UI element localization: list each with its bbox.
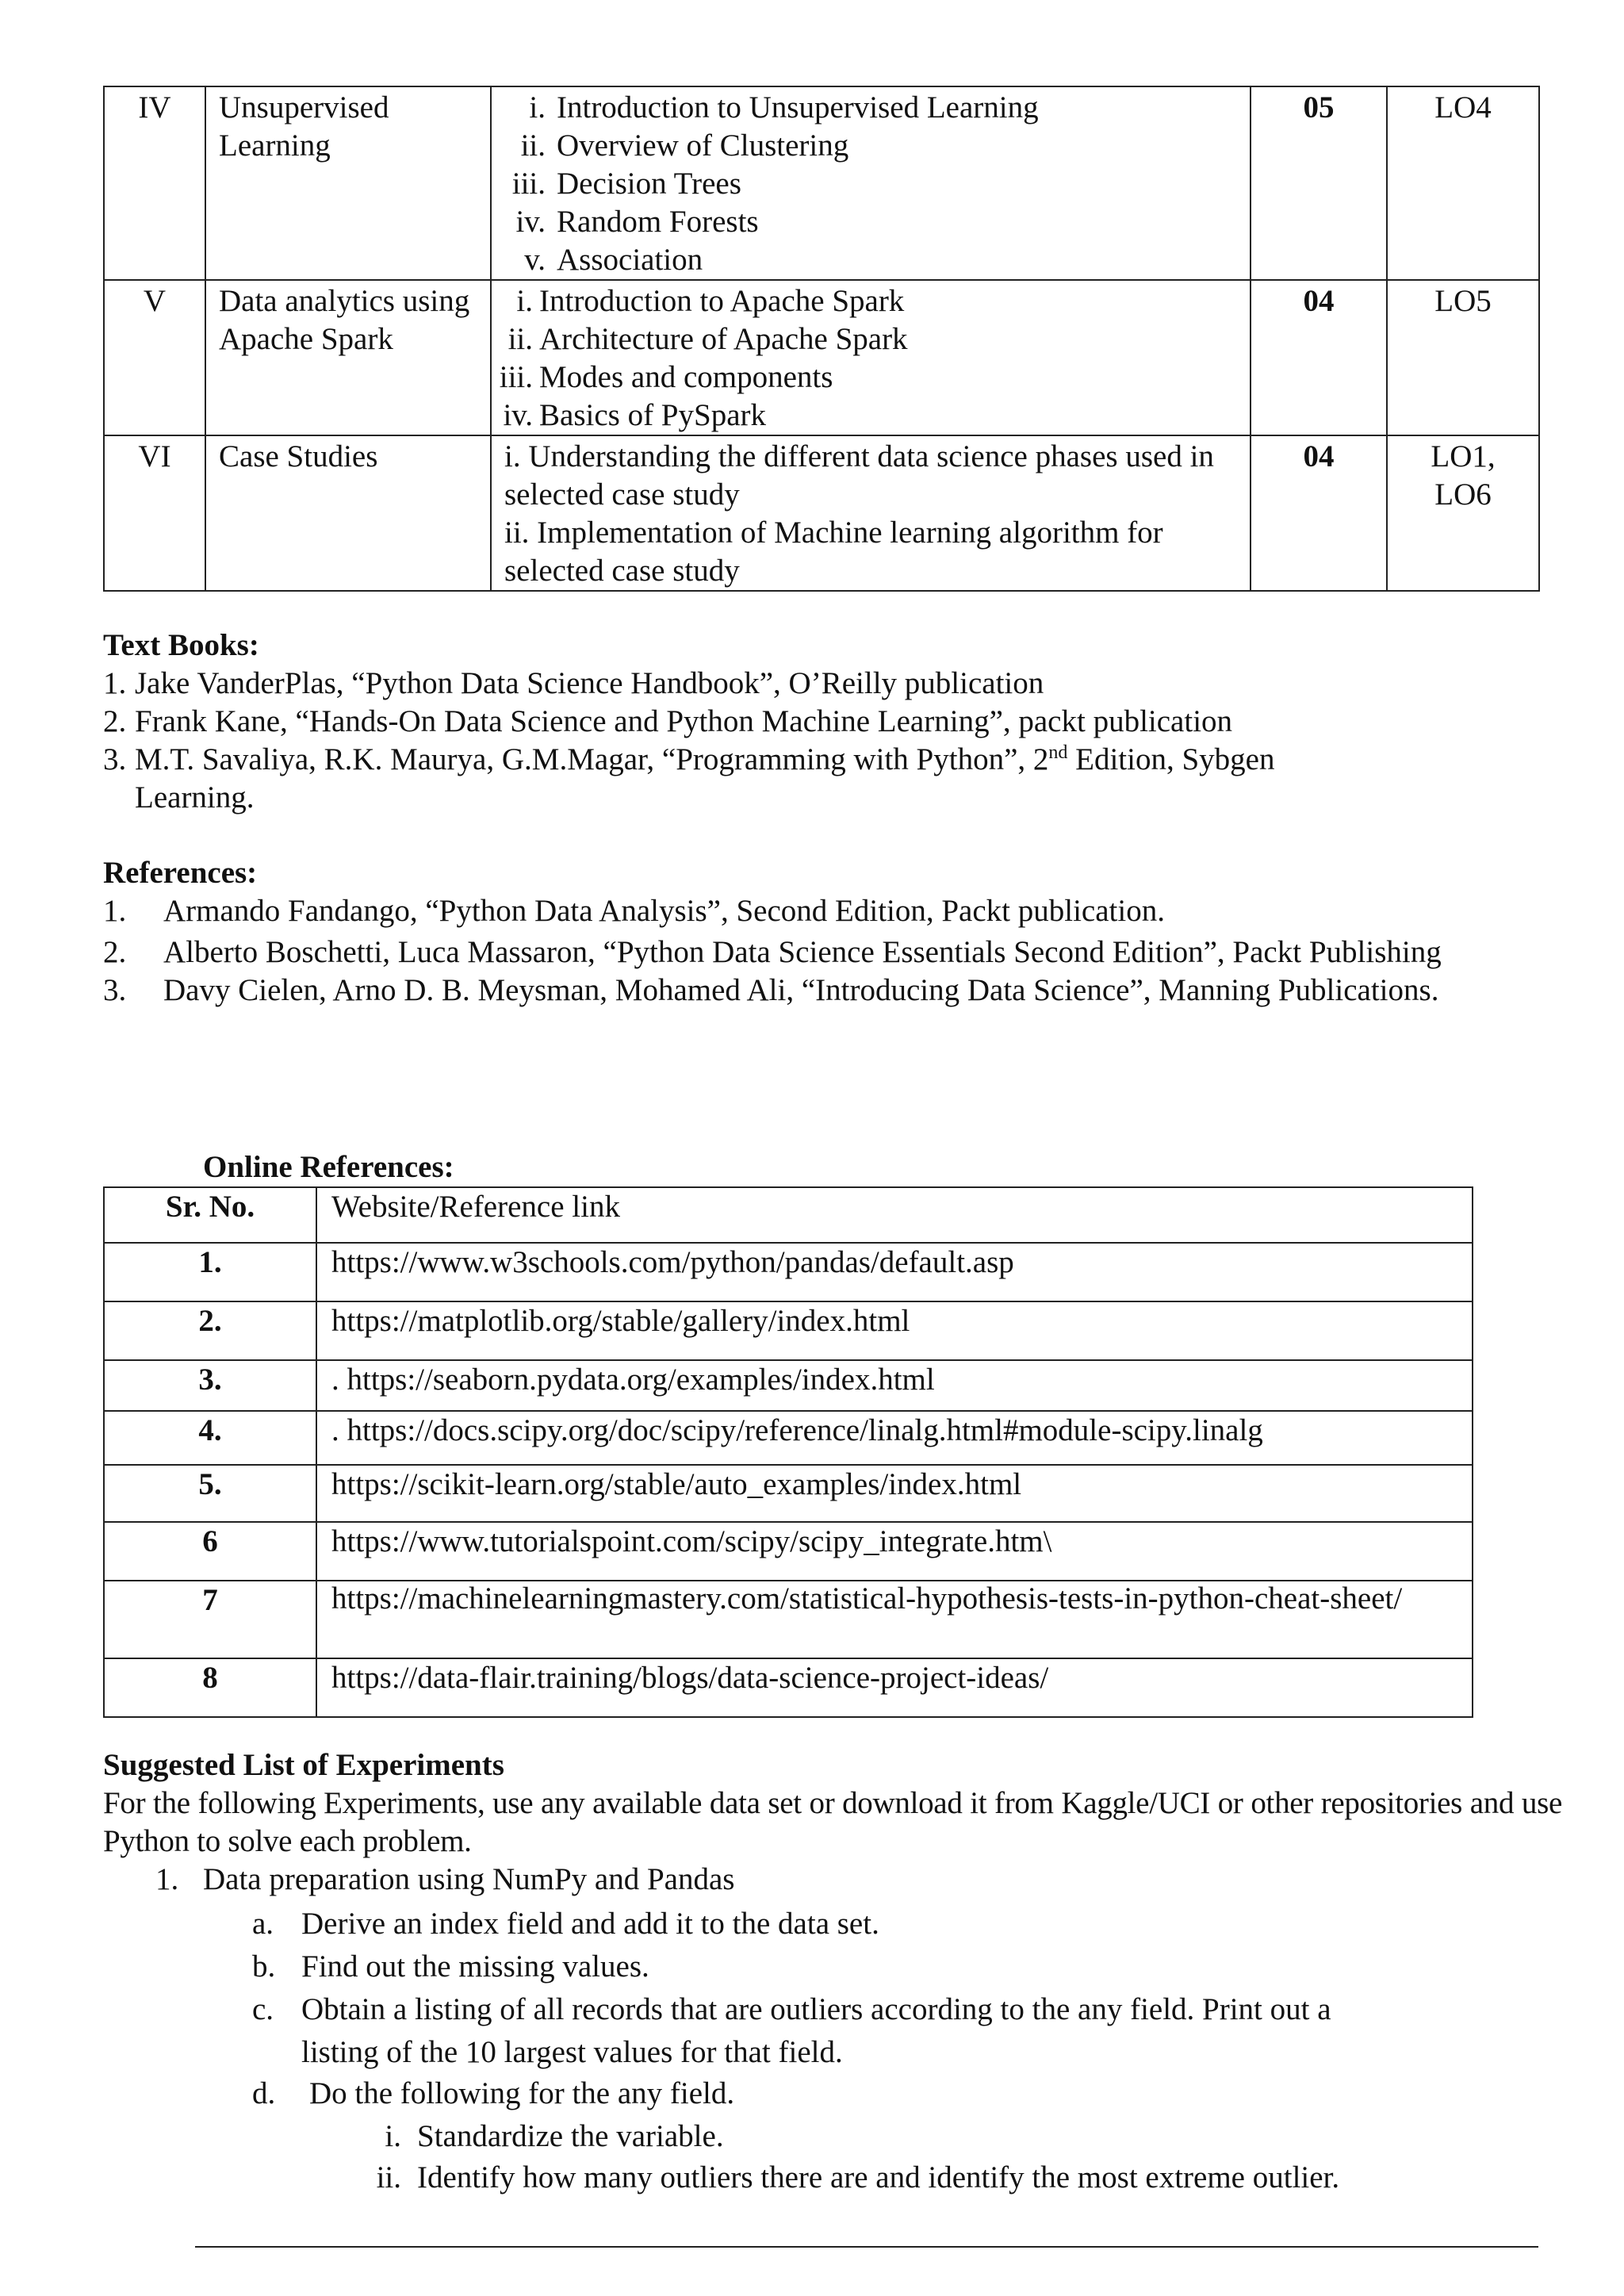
reference-link[interactable]: https://www.tutorialspoint.com/scipy/scipy_integrate.htm\ xyxy=(316,1522,1473,1581)
experiment-subitem: d. Do the following for the any field. xyxy=(252,2076,735,2110)
experiment-subitem-continuation: listing of the 10 largest values for that field. xyxy=(301,2035,843,2069)
reference-link[interactable]: . https://seaborn.pydata.org/examples/index.html xyxy=(316,1360,1473,1411)
text-book-item: 3. M.T. Savaliya, R.K. Maurya, G.M.Magar, “Programming with Python”, 2nd Edition, Sybgen Learning. xyxy=(103,742,1275,815)
table-row xyxy=(104,1411,1473,1465)
module-title: Data analytics using Apache Spark xyxy=(205,280,491,435)
topic-paragraph: i. Understanding the different data science phases used in selected case study xyxy=(504,439,1214,512)
text-books-list xyxy=(103,665,1562,817)
experiments-section xyxy=(103,1746,1578,1861)
topic-paragraph: ii. Implementation of Machine learning algorithm for selected case study xyxy=(504,516,1163,588)
topic-list xyxy=(492,282,1237,435)
reference-item: 1. Armando Fandango, “Python Data Analysis”, Second Edition, Packt publication. xyxy=(103,894,1165,928)
reference-link[interactable]: https://machinelearningmastery.com/statistical-hypothesis-tests-in-python-cheat-sheet/ xyxy=(316,1581,1473,1658)
reference-item: 2. Alberto Boschetti, Luca Massaron, “Python Data Science Essentials Second Edition”, Packt Publishing xyxy=(103,935,1442,969)
text-book-item: 1. Jake VanderPlas, “Python Data Science Handbook”, O’Reilly publication xyxy=(103,666,1044,700)
topic-item: ii. Overview of Clustering xyxy=(520,128,849,163)
experiment-subsubitem: i. Standardize the variable. xyxy=(385,2119,724,2153)
topic-item: v. Association xyxy=(524,243,703,277)
table-row xyxy=(104,1301,1473,1360)
table-row xyxy=(104,1243,1473,1301)
module-number: VI xyxy=(104,435,205,591)
text-books-heading: Text Books: xyxy=(103,628,259,662)
reference-link[interactable]: https://www.w3schools.com/python/pandas/default.asp xyxy=(316,1243,1473,1301)
module-row-iv xyxy=(104,86,1539,280)
topic-item: ii. Architecture of Apache Spark xyxy=(508,322,908,356)
online-references-header-row xyxy=(104,1187,1473,1243)
module-title: Case Studies xyxy=(205,435,491,591)
module-hours: 05 xyxy=(1251,86,1387,280)
topic-list xyxy=(492,89,1237,279)
topic-item: iii. Modes and components xyxy=(499,360,833,394)
text-books-section xyxy=(103,627,1562,817)
sr-number: 4. xyxy=(104,1411,316,1465)
references-heading: References: xyxy=(103,856,258,890)
module-hours: 04 xyxy=(1251,280,1387,435)
module-title: Unsupervised Learning xyxy=(205,86,491,280)
topic-item: iii. Decision Trees xyxy=(511,167,741,201)
experiments-heading: Suggested List of Experiments xyxy=(103,1748,504,1782)
module-learning-outcome: LO4 xyxy=(1387,86,1539,280)
column-header-sr-no: Sr. No. xyxy=(104,1187,316,1243)
sr-number: 2. xyxy=(104,1301,316,1360)
references-section xyxy=(103,854,1578,1010)
topic-item: i. Introduction to Unsupervised Learning xyxy=(529,90,1039,125)
topic-item: i. Introduction to Apache Spark xyxy=(516,284,905,318)
sr-number: 8 xyxy=(104,1658,316,1717)
module-topics xyxy=(491,280,1251,435)
module-row-vi xyxy=(104,435,1539,591)
sr-number: 3. xyxy=(104,1360,316,1411)
references-list xyxy=(103,892,1578,1010)
sr-number: 6 xyxy=(104,1522,316,1581)
footer-rule xyxy=(195,2246,1538,2248)
sr-number: 7 xyxy=(104,1581,316,1658)
module-hours: 04 xyxy=(1251,435,1387,591)
syllabus-modules-table xyxy=(103,86,1540,592)
text-book-item: 2. Frank Kane, “Hands-On Data Science and Python Machine Learning”, packt publication xyxy=(103,704,1233,738)
module-topics xyxy=(491,86,1251,280)
module-topics xyxy=(491,435,1251,591)
reference-item: 3. Davy Cielen, Arno D. B. Meysman, Mohamed Ali, “Introducing Data Science”, Manning Publications. xyxy=(103,973,1439,1007)
table-row xyxy=(104,1360,1473,1411)
experiments-intro: For the following Experiments, use any available data set or download it from Kaggle/UCI or other repositories and use Python to solve each problem. xyxy=(103,1786,1562,1858)
module-number: V xyxy=(104,280,205,435)
sr-number: 5. xyxy=(104,1465,316,1522)
module-learning-outcome: LO5 xyxy=(1387,280,1539,435)
table-row xyxy=(104,1522,1473,1581)
reference-link[interactable]: . https://docs.scipy.org/doc/scipy/reference/linalg.html#module-scipy.linalg xyxy=(316,1411,1473,1465)
online-references-heading: Online References: xyxy=(203,1150,454,1184)
sr-number: 1. xyxy=(104,1243,316,1301)
module-learning-outcome: LO1, LO6 xyxy=(1387,435,1539,591)
experiment-subitem: b. Find out the missing values. xyxy=(252,1949,649,1984)
experiment-subsubitem: ii. Identify how many outliers there are and identify the most extreme outlier. xyxy=(376,2160,1340,2194)
topic-item: iv. Random Forests xyxy=(515,205,759,239)
module-number: IV xyxy=(104,86,205,280)
reference-link[interactable]: https://data-flair.training/blogs/data-science-project-ideas/ xyxy=(316,1658,1473,1717)
experiment-subitem: a. Derive an index field and add it to the data set. xyxy=(252,1907,879,1941)
table-row xyxy=(104,1465,1473,1522)
online-references-table xyxy=(103,1186,1473,1718)
module-row-v xyxy=(104,280,1539,435)
topic-item: iv. Basics of PySpark xyxy=(503,398,766,432)
column-header-link: Website/Reference link xyxy=(316,1187,1473,1243)
experiment-subitem: c. Obtain a listing of all records that are outliers according to the any field. Print out a xyxy=(252,1992,1331,2026)
reference-link[interactable]: https://scikit-learn.org/stable/auto_examples/index.html xyxy=(316,1465,1473,1522)
table-row xyxy=(104,1581,1473,1658)
table-row xyxy=(104,1658,1473,1717)
experiment-item: 1. Data preparation using NumPy and Pandas xyxy=(155,1862,735,1896)
reference-link[interactable]: https://matplotlib.org/stable/gallery/index.html xyxy=(316,1301,1473,1360)
